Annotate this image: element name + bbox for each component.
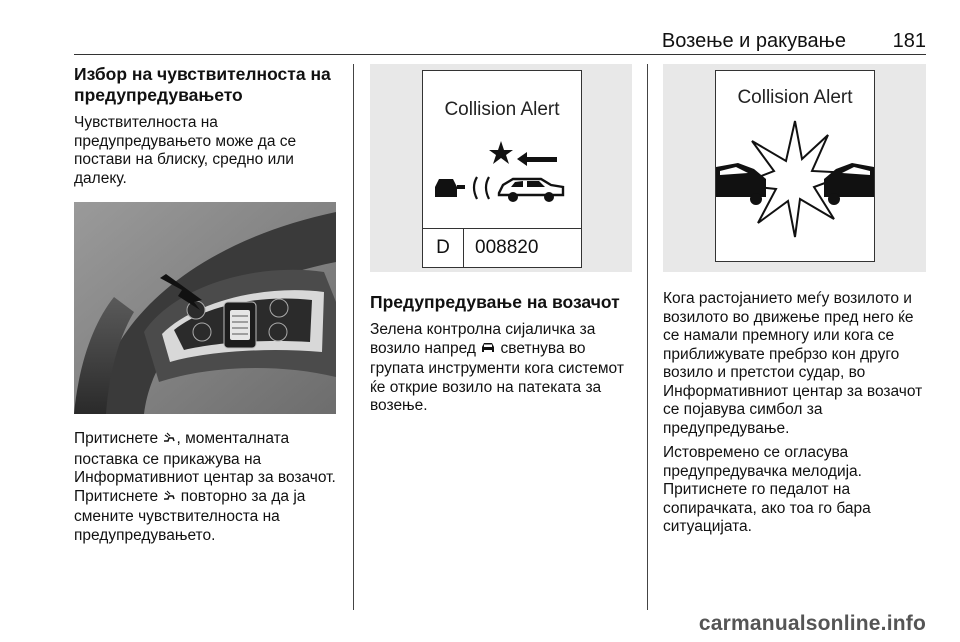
figure-code-number: 008820 bbox=[475, 237, 539, 258]
watermark: carmanualsonline.info bbox=[698, 612, 926, 635]
display-title: Collision Alert bbox=[737, 87, 853, 108]
column-divider bbox=[647, 64, 648, 610]
vehicle-ahead-icon bbox=[423, 127, 581, 227]
section-heading-sensitivity: Избор на чувствителноста на предупредувањето bbox=[74, 64, 331, 105]
section-heading-driver-warning: Предупредување на возачот bbox=[370, 292, 620, 312]
collision-symbol-icon bbox=[716, 115, 874, 255]
vehicle-ahead-indicator-icon bbox=[480, 341, 496, 361]
paragraph-collision-chime: Истовремено се огласува предупредувачка мелодија. Притиснете го педалот на сопирачката, ако тоа го бара ситуацијата. bbox=[663, 444, 871, 535]
column-left bbox=[74, 64, 336, 551]
paragraph-driver-warning: Зелена контролна сијаличка за возило напред светнува во групата инструменти кога системот ќе открие возило на патеката за возење. bbox=[370, 321, 624, 414]
steering-wheel-drawing bbox=[74, 202, 336, 414]
collision-alert-imminent-display bbox=[715, 70, 875, 262]
paragraph-sensitivity-intro: Чувствителноста на предупредувањето може да се постави на блиску, средно или далеку. bbox=[74, 114, 297, 187]
section-title: Возење и ракување bbox=[661, 30, 846, 52]
collision-alert-display bbox=[422, 70, 582, 268]
column-right bbox=[663, 64, 926, 543]
collision-alert-display-figure bbox=[370, 64, 632, 272]
collision-sensitivity-icon bbox=[162, 431, 176, 451]
collision-alert-imminent-figure bbox=[663, 64, 926, 272]
figure-code-row bbox=[423, 228, 581, 267]
paragraph-sensitivity-press: Притиснете , моменталната поставка се прикажува на Информативниот центар за возачот. Притиснете повторно за да ја смените чувствителноста на предупредувањето. bbox=[74, 430, 336, 544]
figure-code-letter: D bbox=[423, 229, 464, 267]
steering-wheel-illustration bbox=[74, 202, 336, 414]
page-number: 181 bbox=[892, 30, 926, 52]
paragraph-collision-alert: Кога растојанието меѓу возилото и возилото во движење пред него ќе се намали премногу или кога се приближувате пребрзо кон друго возило и претстои судар, во Информативниот центар за возачот се појавува симбол за предупредување. bbox=[663, 290, 923, 437]
column-middle bbox=[370, 64, 632, 422]
page-header bbox=[74, 28, 926, 55]
column-divider bbox=[353, 64, 354, 610]
display-title: Collision Alert bbox=[444, 99, 560, 120]
collision-sensitivity-icon bbox=[162, 489, 176, 509]
